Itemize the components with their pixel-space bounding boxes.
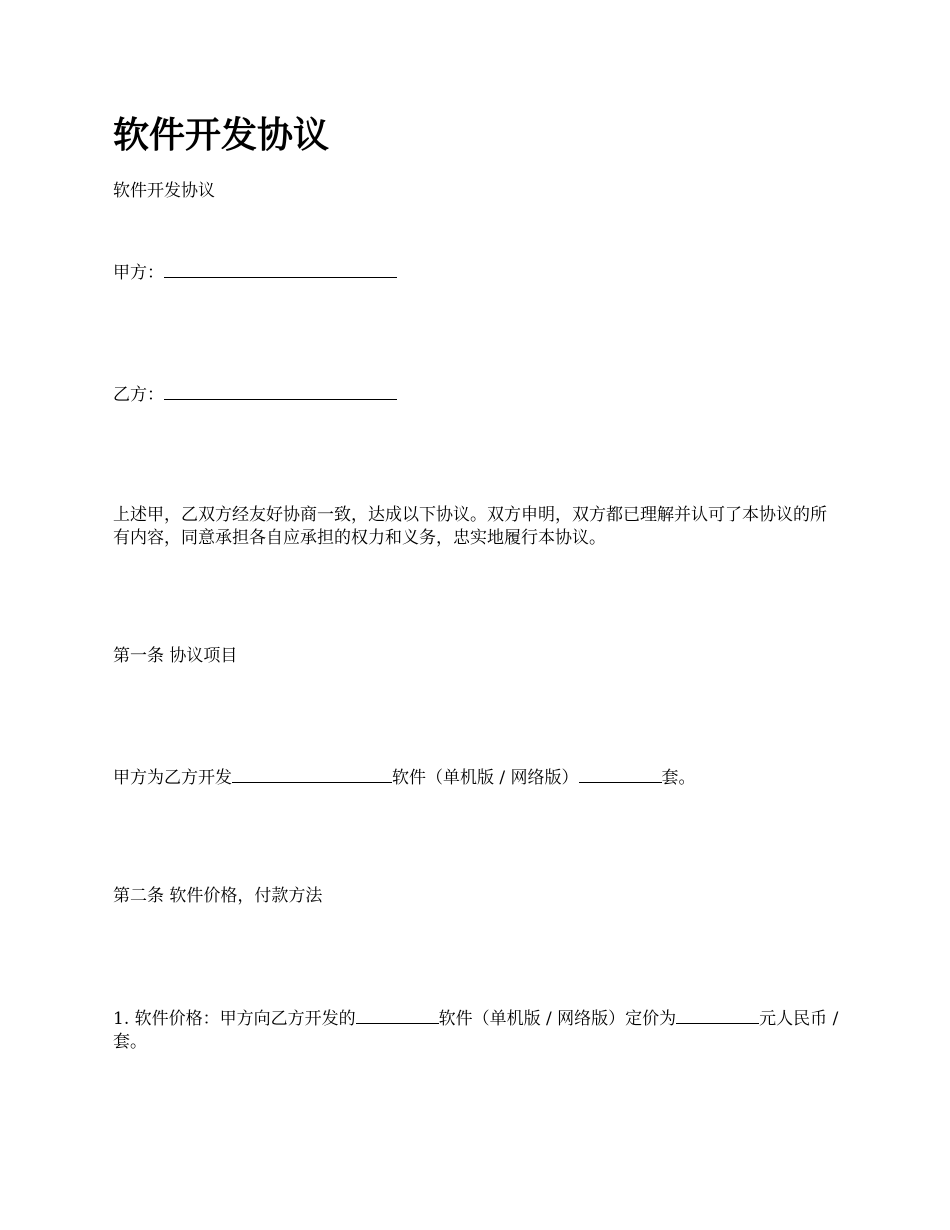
party-b-line: [113, 382, 397, 407]
article1-text-part1: 甲方为乙方开发: [113, 768, 232, 788]
document-subtitle: 软件开发协议: [113, 181, 215, 201]
article1-software-name-blank: [232, 765, 392, 783]
article1-paragraph: [113, 765, 696, 790]
clause1-price-blank: [676, 1006, 759, 1024]
article1-quantity-blank: [579, 765, 662, 783]
article1-text-part2: 软件（单机版 / 网络版）: [392, 768, 579, 788]
party-b-label: 乙方：: [113, 385, 164, 405]
party-b-blank: [164, 382, 397, 400]
clause1-paragraph: [113, 1006, 840, 1054]
preamble-paragraph: 上述甲，乙双方经友好协商一致，达成以下协议。双方申明，双方都已理解并认可了本协议的所有内容，同意承担各自应承担的权力和义务，忠实地履行本协议。: [113, 505, 827, 548]
article1-text-part3: 套。: [661, 768, 696, 788]
clause1-part3: 元人民币 / 套。: [113, 1009, 839, 1052]
clause1-software-name-blank: [356, 1006, 439, 1024]
party-a-line: [113, 260, 397, 285]
clause1-part2: 软件（单机版 / 网络版）定价为: [438, 1009, 677, 1029]
party-a-blank: [164, 260, 397, 278]
article2-heading: 第二条 软件价格，付款方法: [113, 886, 323, 906]
clause1-part1: 1. 软件价格：甲方向乙方开发的: [113, 1009, 356, 1029]
article1-heading: 第一条 协议项目: [113, 646, 238, 666]
document-title: 软件开发协议: [113, 114, 330, 156]
party-a-label: 甲方：: [113, 263, 164, 283]
